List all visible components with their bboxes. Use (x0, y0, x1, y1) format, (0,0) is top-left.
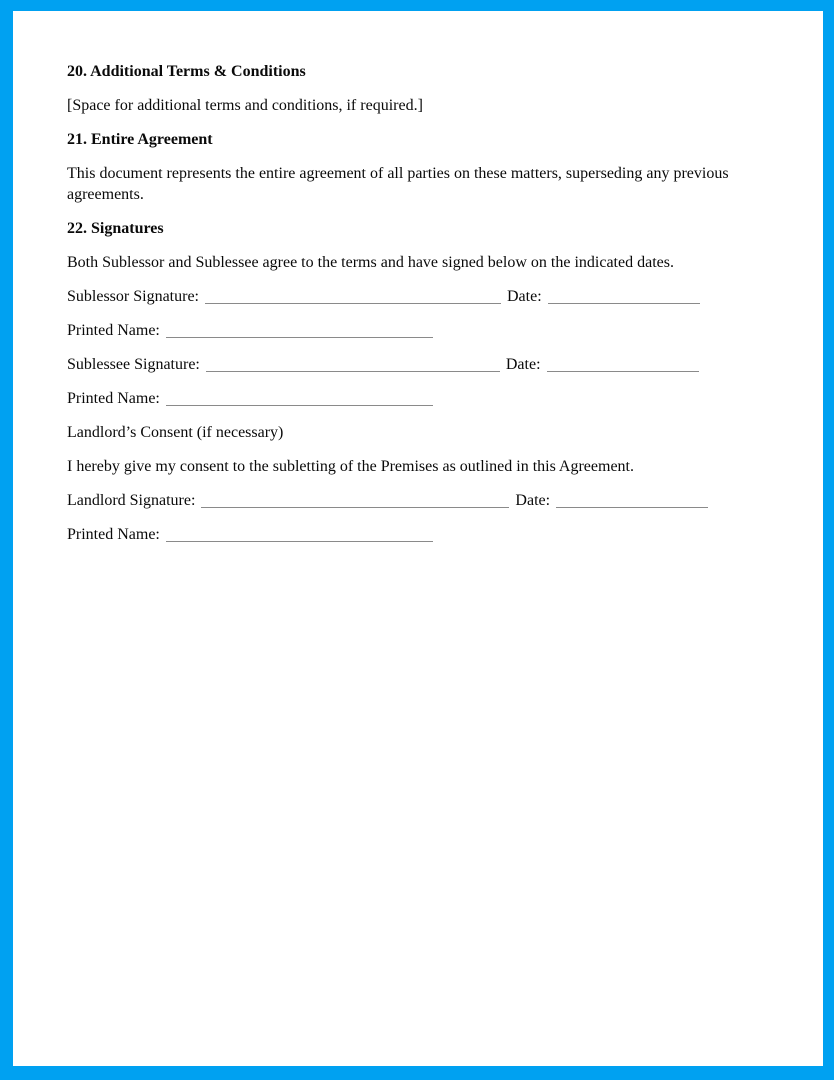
document-page (13, 11, 823, 545)
landlord-signature-line (201, 493, 509, 508)
printed-name-row-sublessor (67, 320, 763, 341)
section-22-intro: Both Sublessor and Sublessee agree to the terms and have signed below on the indicated dates. (67, 254, 674, 271)
section-22-heading: 22. Signatures (67, 220, 164, 237)
landlord-signature-label: Landlord Signature: (67, 492, 196, 509)
section-21-body: This document represents the entire agreement of all parties on these matters, superseding any previous agreements. (67, 165, 729, 203)
printed-name-row-sublessee (67, 388, 763, 409)
sublessor-date-line (548, 289, 700, 304)
landlord-printed-name-line (166, 527, 433, 542)
signature-row-sublessee (67, 354, 763, 375)
sublessee-signature-line (206, 357, 500, 372)
landlord-consent-title: Landlord’s Consent (if necessary) (67, 424, 284, 441)
sublessor-printed-name-line (166, 323, 433, 338)
sublessor-printed-name-label: Printed Name: (67, 322, 160, 339)
sublessee-signature-label: Sublessee Signature: (67, 356, 200, 373)
section-20-body: [Space for additional terms and conditions, if required.] (67, 97, 423, 114)
sublessor-signature-label: Sublessor Signature: (67, 288, 199, 305)
sublessee-date-label: Date: (505, 356, 541, 373)
section-20-heading: 20. Additional Terms & Conditions (67, 63, 306, 80)
landlord-date-line (556, 493, 708, 508)
sublessee-printed-name-label: Printed Name: (67, 390, 160, 407)
signature-row-sublessor (67, 286, 763, 307)
sublessee-date-line (547, 357, 699, 372)
landlord-printed-name-label: Printed Name: (67, 526, 160, 543)
signature-row-landlord (67, 490, 763, 511)
section-21-heading: 21. Entire Agreement (67, 131, 213, 148)
sublessor-signature-line (205, 289, 501, 304)
sublessee-printed-name-line (166, 391, 433, 406)
landlord-consent-body: I hereby give my consent to the subletting of the Premises as outlined in this Agreement. (67, 458, 634, 475)
printed-name-row-landlord (67, 524, 763, 545)
sublessor-date-label: Date: (507, 288, 542, 305)
landlord-date-label: Date: (515, 492, 551, 509)
